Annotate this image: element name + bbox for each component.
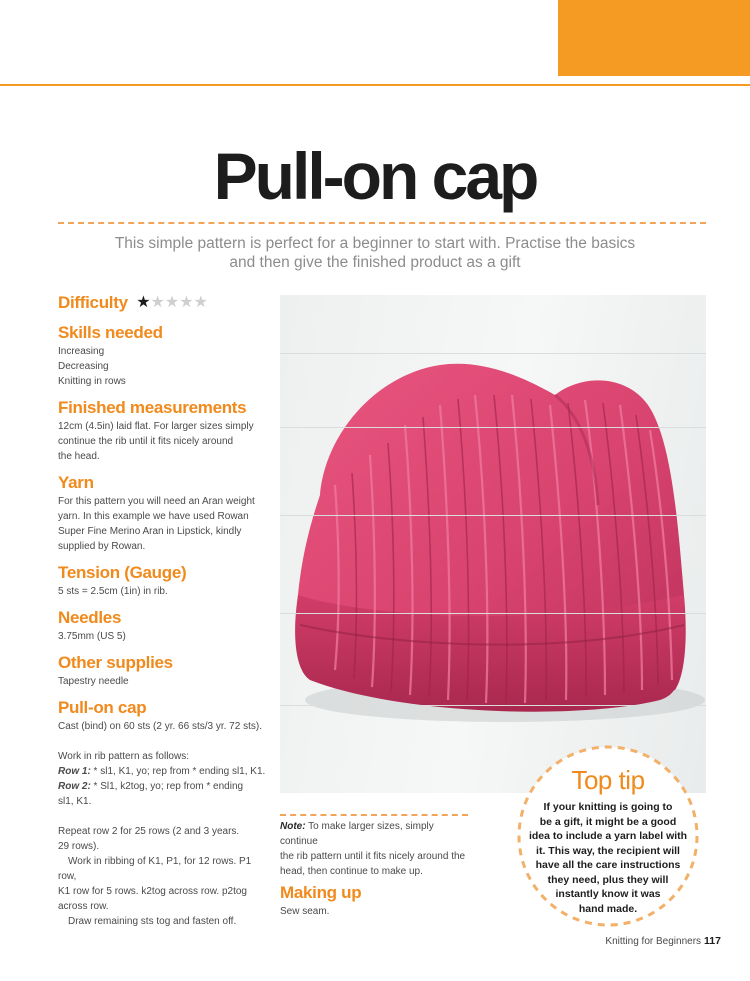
row-1-text: * sl1, K1, yo; rep from * ending sl1, K1. bbox=[90, 766, 266, 777]
supplies-text: Tapestry needle bbox=[58, 676, 129, 687]
note-line bbox=[280, 819, 470, 849]
skill-item: Decreasing bbox=[58, 361, 109, 372]
note-line: the rib pattern until it fits nicely around the bbox=[280, 851, 466, 862]
making-up-heading: Making up bbox=[280, 883, 362, 902]
pattern-section bbox=[58, 697, 270, 929]
skill-item: Increasing bbox=[58, 346, 105, 357]
skill-item: Knitting in rows bbox=[58, 376, 126, 387]
knitted-cap-illustration bbox=[280, 295, 706, 793]
measurements-heading: Finished measurements bbox=[58, 398, 247, 417]
tension-heading: Tension (Gauge) bbox=[58, 563, 187, 582]
difficulty-rating bbox=[136, 292, 208, 312]
row-2-label: Row 2: bbox=[58, 781, 91, 792]
ribbing-instruction: Work in ribbing of K1, P1, for 12 rows. P1 row, bbox=[58, 856, 252, 882]
tension-text: 5 sts = 2.5cm (1in) in rib. bbox=[58, 586, 168, 597]
note-block bbox=[280, 819, 470, 879]
measurements-line: the head. bbox=[58, 451, 100, 462]
cap-photo bbox=[280, 295, 706, 793]
cast-on-text: Cast (bind) on 60 sts (2 yr. 66 sts/3 yr. 72 sts). bbox=[58, 721, 262, 732]
work-intro-text: Work in rib pattern as follows: bbox=[58, 751, 189, 762]
supplies-heading: Other supplies bbox=[58, 653, 173, 672]
tip-line: idea to include a yarn label with bbox=[528, 830, 688, 842]
tip-line: they need, plus they will bbox=[547, 873, 669, 886]
pattern-heading: Pull-on cap bbox=[58, 698, 147, 717]
measurements-line: continue the rib until it fits nicely around bbox=[58, 436, 234, 447]
needles-heading: Needles bbox=[58, 608, 122, 627]
skills-section bbox=[58, 322, 270, 389]
row-1-label: Row 1: bbox=[58, 766, 91, 777]
page-title: Pull-on cap bbox=[213, 139, 537, 213]
ribbing-instruction: across row. bbox=[58, 901, 109, 912]
yarn-line: For this pattern you will need an Aran weight bbox=[58, 496, 255, 507]
intro-line: This simple pattern is perfect for a beginner to start with. Practise the basics bbox=[114, 235, 636, 252]
row-2-continued: sl1, K1. bbox=[58, 796, 92, 807]
header-rule bbox=[0, 84, 750, 86]
row-1-instruction bbox=[58, 764, 270, 779]
making-up-section bbox=[280, 882, 470, 919]
needles-text: 3.75mm (US 5) bbox=[58, 631, 126, 642]
footer-book-title: Knitting for Beginners bbox=[605, 936, 702, 947]
header-color-block bbox=[558, 0, 750, 76]
difficulty-section bbox=[58, 292, 270, 314]
tip-line: have all the care instructions bbox=[535, 859, 681, 871]
yarn-line: yarn. In this example we have used Rowan bbox=[58, 511, 249, 522]
row-2-text: * Sl1, k2tog, yo; rep from * ending bbox=[90, 781, 244, 792]
supplies-section bbox=[58, 652, 270, 689]
tip-line: be a gift, it might be a good bbox=[539, 815, 677, 828]
ribbing-instruction: K1 row for 5 rows. k2tog across row. p2tog bbox=[58, 886, 247, 897]
measurements-section bbox=[58, 397, 270, 464]
making-up-text: Sew seam. bbox=[280, 906, 330, 917]
top-tip-badge bbox=[515, 743, 701, 929]
note-text: To make larger sizes, simply continue bbox=[280, 821, 434, 847]
intro-text bbox=[90, 234, 660, 272]
needles-section bbox=[58, 607, 270, 644]
yarn-line: Super Fine Merino Aran in Lipstick, kindly bbox=[58, 526, 242, 537]
title-divider bbox=[58, 222, 706, 224]
skills-heading: Skills needed bbox=[58, 323, 163, 342]
yarn-line: supplied by Rowan. bbox=[58, 541, 146, 552]
row-2-instruction bbox=[58, 779, 270, 794]
note-divider bbox=[280, 814, 468, 816]
yarn-heading: Yarn bbox=[58, 473, 94, 492]
tension-section bbox=[58, 562, 270, 599]
measurements-line: 12cm (4.5in) laid flat. For larger sizes simply bbox=[58, 421, 254, 432]
star-filled-icon: ★ bbox=[136, 294, 151, 311]
tip-line: it. This way, the recipient will bbox=[536, 844, 680, 857]
finish-instruction: Draw remaining sts tog and fasten off. bbox=[68, 916, 237, 927]
repeat-instruction: 29 rows). bbox=[58, 841, 100, 852]
tip-line: If your knitting is going to bbox=[543, 801, 673, 813]
tip-line: hand made. bbox=[578, 902, 638, 915]
page-footer bbox=[605, 935, 721, 947]
repeat-instruction: Repeat row 2 for 25 rows (2 and 3 years. bbox=[58, 826, 240, 837]
tip-line: instantly know it was bbox=[555, 888, 661, 900]
difficulty-heading: Difficulty bbox=[58, 293, 128, 312]
top-tip-title: Top tip bbox=[571, 765, 645, 795]
page-number: 117 bbox=[704, 935, 721, 947]
top-tip-text bbox=[523, 800, 693, 916]
note-line: head, then continue to make up. bbox=[280, 866, 423, 877]
yarn-section bbox=[58, 472, 270, 554]
note-label: Note: bbox=[280, 821, 306, 832]
intro-line: and then give the finished product as a gift bbox=[229, 254, 521, 271]
pattern-details bbox=[58, 292, 270, 937]
star-empty-icon: ★★★★ bbox=[150, 294, 208, 311]
